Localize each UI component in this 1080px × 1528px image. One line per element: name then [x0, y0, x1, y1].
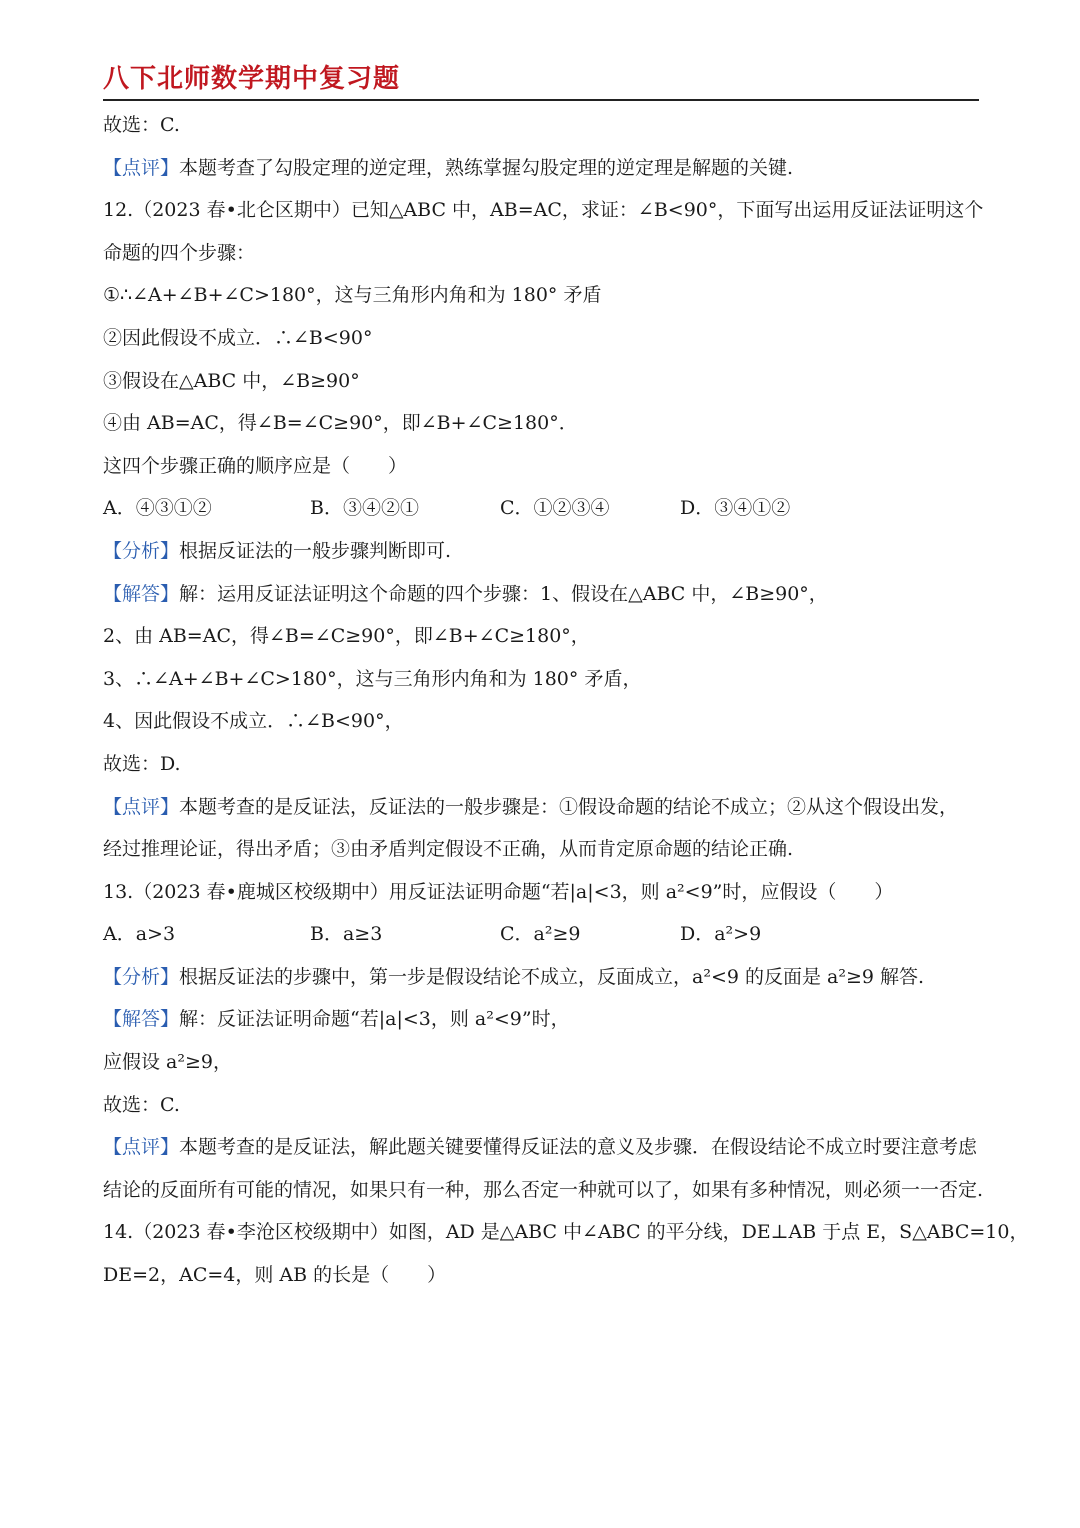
line-text: ②因此假设不成立．∴∠B<90°: [103, 326, 373, 349]
text-line: [103, 956, 983, 999]
text-line: [103, 147, 983, 190]
answer-option: B．a≥3: [310, 923, 383, 946]
answer-option: D．a²>9: [680, 923, 762, 946]
text-line: [103, 786, 983, 829]
section-tag: 【点评】: [103, 1136, 180, 1159]
text-line: [103, 274, 983, 317]
line-text: ④由 AB=AC，得∠B=∠C≥90°，即∠B+∠C≥180°．: [103, 412, 578, 435]
line-text: 12.（2023 春•北仑区期中）已知△ABC 中，AB=AC，求证：∠B<90°，下面写出运用反证法证明这个: [103, 199, 984, 222]
page-header: [103, 62, 979, 96]
text-line: [103, 700, 983, 743]
answer-options: [103, 913, 983, 956]
line-text: 根据反证法的一般步骤判断即可.: [179, 539, 452, 562]
text-line: [103, 573, 983, 616]
line-text: DE=2，AC=4，则 AB 的长是（ ）: [103, 1264, 447, 1287]
line-text: 命题的四个步骤：: [103, 241, 256, 264]
answer-option: D．③④①②: [680, 497, 791, 520]
line-text: 故选：C.: [103, 1093, 180, 1116]
text-line: [103, 445, 983, 488]
answer-option: B．③④②①: [310, 497, 419, 520]
header-divider: [103, 99, 979, 101]
section-tag: 【解答】: [103, 582, 180, 605]
text-line: [103, 743, 983, 786]
document-body: [103, 104, 1029, 1297]
text-line: [103, 1254, 983, 1297]
answer-options: [103, 487, 983, 530]
line-text: 应假设 a²≥9，: [103, 1051, 232, 1074]
line-text: 故选：D.: [103, 752, 181, 775]
line-text: 解：反证法证明命题“若|a|<3，则 a²<9”时，: [179, 1008, 570, 1031]
section-tag: 【点评】: [103, 156, 180, 179]
text-line: [103, 1169, 983, 1212]
answer-option: A．a>3: [103, 923, 176, 946]
line-text: 本题考查的是反证法，反证法的一般步骤是：①假设命题的结论不成立；②从这个假设出发，: [179, 795, 959, 818]
text-line: [103, 232, 983, 275]
line-text: 解：运用反证法证明这个命题的四个步骤：1、假设在△ABC 中，∠B≥90°，: [179, 582, 828, 605]
line-text: 2、由 AB=AC，得∠B=∠C≥90°，即∠B+∠C≥180°，: [103, 625, 590, 648]
text-line: [103, 998, 983, 1041]
text-line: [103, 615, 983, 658]
line-text: 3、∴∠A+∠B+∠C>180°，这与三角形内角和为 180° 矛盾，: [103, 667, 642, 690]
line-text: 故选：C.: [103, 114, 180, 136]
text-line: [103, 189, 983, 232]
line-text: ③假设在△ABC 中，∠B≥90°: [103, 369, 360, 392]
text-line: [103, 1126, 983, 1169]
page-title: 八下北师数学期中复习题: [103, 64, 401, 94]
line-text: 本题考查了勾股定理的逆定理，熟练掌握勾股定理的逆定理是解题的关键.: [179, 156, 794, 179]
line-text: 本题考查的是反证法，解此题关键要懂得反证法的意义及步骤．在假设结论不成立时要注意考虑: [179, 1136, 978, 1159]
line-text: ①∴∠A+∠B+∠C>180°，这与三角形内角和为 180° 矛盾: [103, 284, 602, 307]
section-tag: 【分析】: [103, 965, 180, 988]
line-text: 13.（2023 春•鹿城区校级期中）用反证法证明命题“若|a|<3，则 a²<9”时，应假设（ ）: [103, 880, 894, 903]
text-line: [103, 360, 983, 403]
answer-option: A．④③①②: [103, 497, 212, 520]
answer-option: C．a²≥9: [500, 923, 581, 946]
section-tag: 【分析】: [103, 539, 180, 562]
text-line: [103, 530, 983, 573]
text-line: [103, 1084, 983, 1127]
line-text: 这四个步骤正确的顺序应是（ ）: [103, 454, 408, 477]
text-line: [103, 828, 983, 871]
line-text: 14.（2023 春•李沧区校级期中）如图，AD 是△ABC 中∠ABC 的平分线，DE⊥AB 于点 E，S△ABC=10，: [103, 1221, 1029, 1244]
line-text: 根据反证法的步骤中，第一步是假设结论不成立，反面成立，a²<9 的反面是 a²≥9 解答.: [179, 965, 925, 988]
text-line: [103, 1041, 983, 1084]
text-line: [103, 402, 983, 445]
text-line: [103, 317, 983, 360]
answer-option: C．①②③④: [500, 497, 610, 520]
text-line: [103, 658, 983, 701]
text-line: [103, 871, 983, 914]
text-line: [103, 1211, 1029, 1254]
line-text: 4、因此假设不成立．∴∠B<90°，: [103, 710, 404, 733]
line-text: 经过推理论证，得出矛盾；③由矛盾判定假设不正确，从而肯定原命题的结论正确.: [103, 838, 794, 861]
section-tag: 【点评】: [103, 795, 180, 818]
text-line: [103, 104, 983, 147]
line-text: 结论的反面所有可能的情况，如果只有一种，那么否定一种就可以了，如果有多种情况，则必须一一否定.: [103, 1178, 984, 1201]
section-tag: 【解答】: [103, 1008, 180, 1031]
